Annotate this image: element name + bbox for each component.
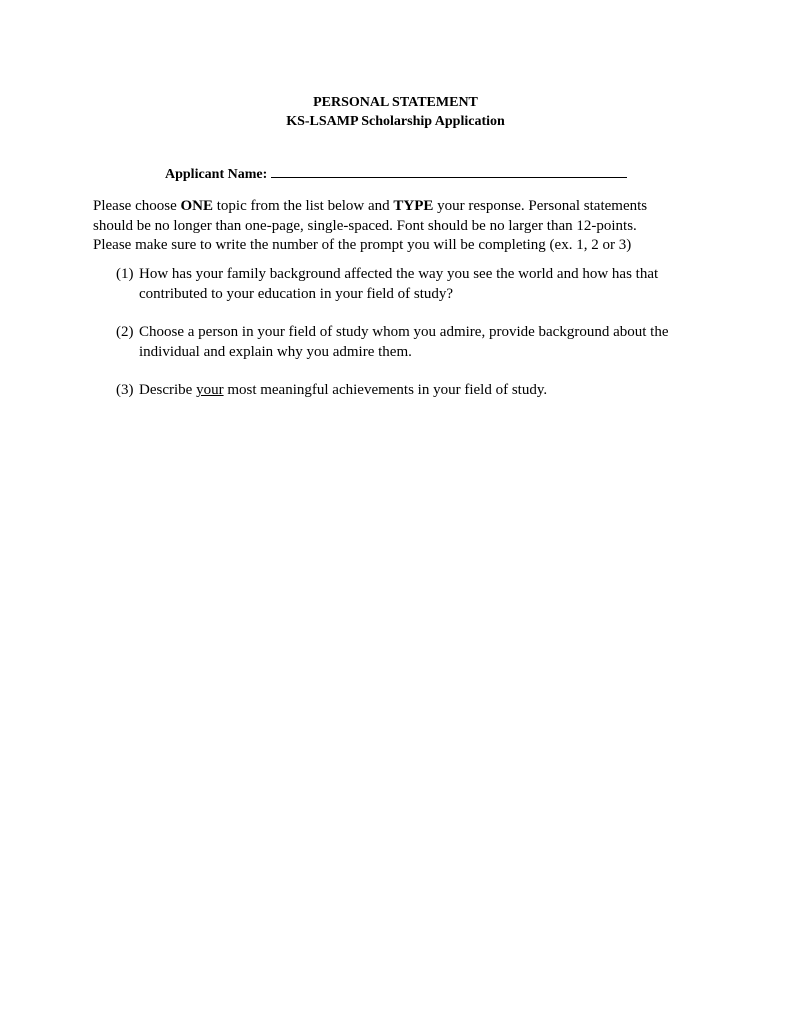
instructions-text: your response. Personal statements [433,198,648,214]
instructions-line-3: Please make sure to write the number of the prompt you will be completing (ex. 1, 2 or 3) [93,237,632,253]
prompt-number: (3) [116,382,134,398]
instructions-emphasis-one: ONE [180,198,213,214]
document-subtitle: KS-LSAMP Scholarship Application [286,114,505,129]
document-header [0,93,791,131]
instructions-line-2: should be no longer than one-page, single-spaced. Font should be no larger than 12-points. [93,217,637,234]
prompt-underlined-word: your [196,382,224,398]
instructions-emphasis-type: TYPE [393,198,434,214]
prompt-text-line: How has your family background affected the way you see the world and how has that [139,266,659,282]
prompt-text-line: individual and explain why you admire them. [139,343,412,360]
prompt-number: (1) [116,266,134,282]
applicant-name-field [165,163,627,184]
applicant-name-label: Applicant Name: [165,167,268,182]
prompt-item-1 [116,265,716,304]
prompt-text-line: Choose a person in your field of study whom you admire, provide background about the [139,324,669,340]
prompt-text: most meaningful achievements in your field of study. [223,382,548,398]
applicant-name-blank-line [271,163,627,178]
instructions-text: topic from the list below and [213,198,394,214]
document-title: PERSONAL STATEMENT [313,95,478,110]
instructions-text: Please choose [93,198,181,214]
instructions-paragraph [93,197,703,256]
prompt-text: Describe [139,382,197,398]
prompt-text-line [139,381,716,401]
prompt-item-3 [116,381,716,401]
prompt-list [116,265,716,420]
prompt-number: (2) [116,324,134,340]
prompt-text-line: contributed to your education in your field of study? [139,285,454,302]
instructions-line-1 [93,197,703,217]
prompt-item-2 [116,323,716,362]
